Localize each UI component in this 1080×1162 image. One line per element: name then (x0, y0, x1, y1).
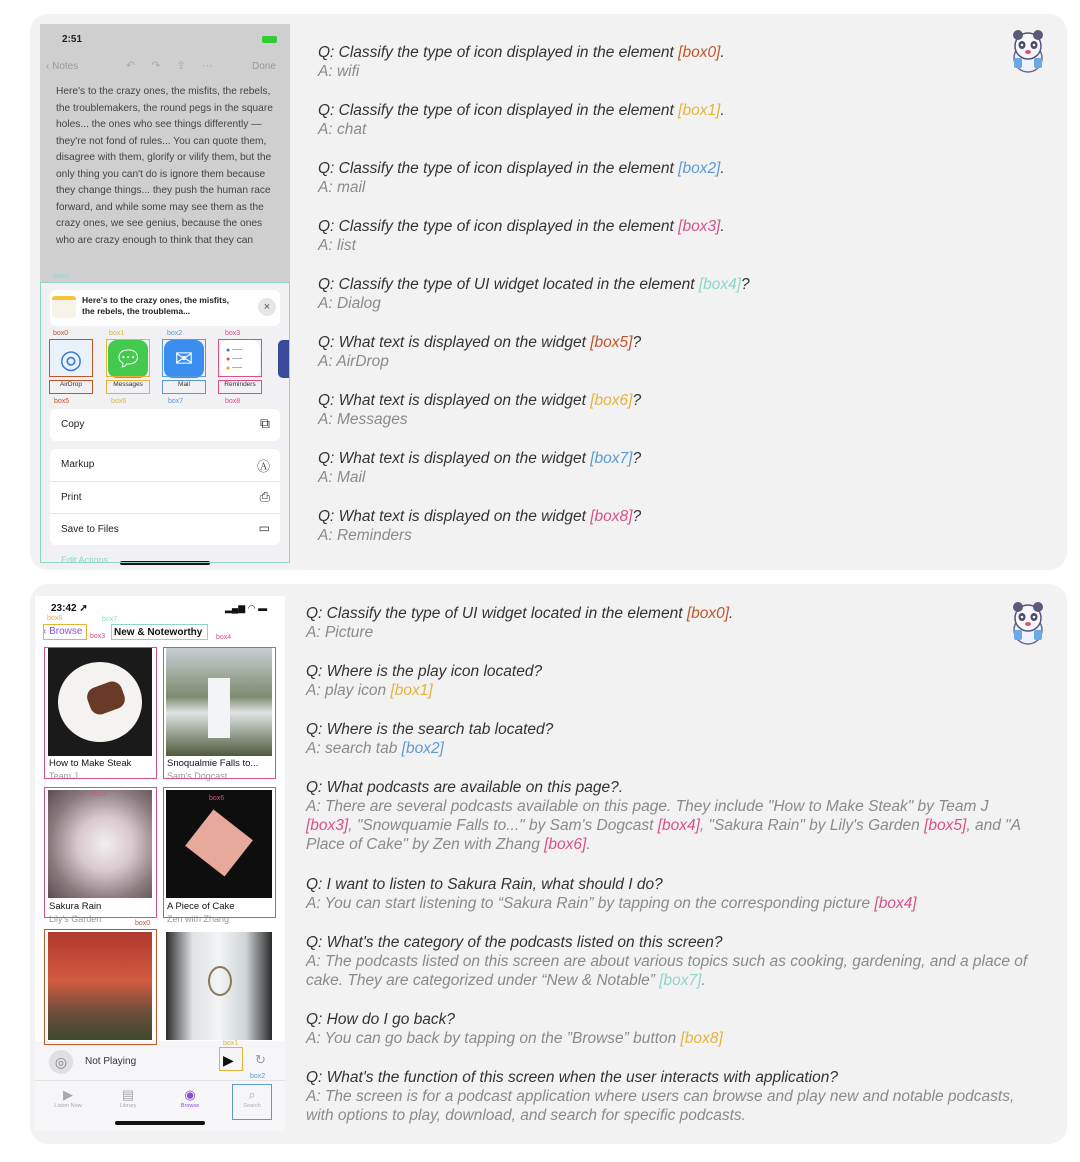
annotation-box5 (44, 787, 157, 918)
panel-notes-share (30, 14, 1067, 570)
action-save-label: Save to Files (61, 524, 119, 535)
podcast-icon: ◎ (49, 1050, 73, 1074)
question-body: Q: I want to listen to Sakura Rain, what should I do? (306, 876, 663, 893)
skip-icon[interactable]: ↻ (255, 1052, 266, 1067)
tab-browse[interactable] (170, 1087, 210, 1109)
answer-text (306, 681, 1036, 700)
qa-item (318, 275, 998, 313)
qa-item (318, 333, 998, 371)
answer-text: A: Dialog (318, 295, 381, 312)
search-icon: ⌕ (248, 1087, 256, 1102)
note-body-text: Here's to the crazy ones, the misfits, the rebels, the troublemakers, the round pegs in the square holes... the ones who see things differently — they're not fond of rules... You can quote them, disagree with them, glorify or vilify them, but the only thing you can't do is ignore them because they change things... they push the human race forward, and while some may see them as the crazy ones, we see genius, because the ones who are crazy enough to think that they can (56, 86, 273, 246)
answer-text: A: Messages (318, 411, 408, 428)
notes-back-label: Notes (52, 61, 79, 72)
play-icon[interactable]: ▶ (223, 1052, 234, 1068)
answer-box-tag: [box7] (659, 972, 702, 989)
label-box1: box1 (223, 1040, 239, 1047)
label-box1: box1 (109, 330, 125, 337)
podcast-author-0: Team J (49, 771, 79, 781)
app-label-messages: Messages (113, 381, 143, 388)
podcast-title-1: Snoqualmie Falls to... (167, 758, 259, 769)
annotation-box0 (44, 929, 157, 1045)
ring-light-shape (208, 966, 232, 996)
qa-item (318, 43, 998, 81)
answer-segment: A: There are several podcasts available on this page. They include "How to Make Steak" by Team J (306, 798, 989, 815)
question-box-tag: [box0] (678, 44, 721, 61)
answer-box-tag: [box2] (401, 740, 444, 757)
question-end: . (720, 160, 725, 177)
question-end: ? (632, 450, 642, 467)
qa-item (306, 1010, 1036, 1048)
annotation-box7 (111, 624, 208, 640)
answer-text: A: wifi (318, 63, 360, 80)
browse-icon: ◉ (184, 1087, 196, 1102)
tab-listen-now[interactable] (48, 1087, 88, 1109)
answer-text: A: chat (318, 121, 367, 138)
annotation-box5 (49, 380, 93, 394)
edit-actions-link[interactable]: Edit Actions... (61, 555, 116, 565)
question-body: Q: Where is the search tab located? (306, 721, 554, 738)
question-text (306, 933, 1036, 952)
answer-box-tag: [box4] (874, 895, 917, 912)
qa-item (318, 507, 998, 545)
label-box5: box5 (91, 791, 107, 798)
copy-icon: ⧉ (260, 415, 270, 431)
app-label-mail: Mail (178, 381, 190, 388)
annotation-box3 (44, 647, 157, 779)
answer-box-tag: [box8] (680, 1030, 723, 1047)
question-end: ? (741, 276, 750, 293)
mascot-logo (1005, 600, 1051, 648)
question-text (318, 159, 998, 178)
section-title: New & Noteworthy (114, 627, 203, 638)
answer-text: A: Reminders (318, 527, 412, 544)
action-copy-label: Copy (61, 419, 85, 430)
answer-box-tag: [box1] (390, 682, 433, 699)
label-box7: box7 (102, 616, 118, 623)
annotation-box1 (106, 339, 150, 377)
answer-text (306, 1087, 1036, 1125)
now-playing-label: Not Playing (85, 1056, 137, 1067)
question-text (306, 875, 1036, 894)
question-box-tag: [box8] (590, 508, 633, 525)
label-box3: box3 (225, 330, 241, 337)
podcast-art-window[interactable] (166, 932, 272, 1040)
podcast-title-2: Sakura Rain (49, 901, 102, 912)
answer-segment: A: search tab (306, 740, 402, 757)
status-icons: ▂▄▆ ◠ ▬ (225, 603, 268, 613)
qa-item (306, 1068, 1036, 1125)
answer-text (306, 623, 1036, 642)
answer-box-tag: [box5] (924, 817, 967, 834)
annotation-box8 (43, 624, 87, 640)
answer-segment: A: You can start listening to “Sakura Rain” by tapping on the corresponding picture (306, 895, 875, 912)
question-body: Q: What text is displayed on the widget (318, 392, 591, 409)
divider (35, 1080, 285, 1081)
question-box-tag: [box1] (678, 102, 721, 119)
question-body: Q: Classify the type of icon displayed in the element (318, 160, 679, 177)
answer-box-tag: [box6] (544, 836, 587, 853)
annotation-box2 (232, 1084, 272, 1120)
toolbar-icons: ↶↷⇪⋯ (126, 60, 229, 72)
annotation-box0 (49, 339, 93, 377)
answer-segment: . (701, 972, 706, 989)
question-body: Q: What's the function of this screen when the user interacts with application? (306, 1069, 838, 1086)
question-end: . (720, 102, 725, 119)
question-text (318, 275, 998, 294)
action-markup-label: Markup (61, 459, 95, 470)
home-indicator (115, 1121, 205, 1125)
question-end: ? (632, 392, 642, 409)
podcast-author-2: Lily's Garden (49, 914, 102, 924)
notes-back-button[interactable]: ‹ Notes (46, 61, 79, 72)
status-time-text: 23:42 (51, 603, 77, 614)
label-box6: box6 (209, 795, 225, 802)
question-body: Q: Classify the type of icon displayed in the element (318, 102, 679, 119)
status-time: 2:51 (62, 34, 83, 45)
tab-library[interactable] (108, 1087, 148, 1109)
answer-text: A: AirDrop (318, 353, 389, 370)
annotation-box6 (163, 787, 276, 918)
question-end: . (720, 44, 725, 61)
question-text (306, 1068, 1036, 1087)
question-text (306, 1010, 1036, 1029)
label-box4: box4 (216, 634, 232, 641)
answer-segment: A: You can go back by tapping on the ”Browse” button (306, 1030, 681, 1047)
question-body: Q: Classify the type of UI widget located in the element (318, 276, 699, 293)
question-box-tag: [box3] (678, 218, 721, 235)
question-box-tag: [box5] (590, 334, 633, 351)
question-body: Q: Classify the type of icon displayed in the element (318, 218, 679, 235)
label-box0: box0 (53, 330, 69, 337)
question-end: . (729, 605, 734, 622)
qa-item (306, 662, 1036, 700)
qa-item (306, 604, 1036, 642)
answer-text: A: Mail (318, 469, 366, 486)
done-button[interactable]: Done (252, 61, 276, 72)
answer-segment: . (586, 836, 591, 853)
question-text (318, 449, 998, 468)
messages-icon: 💬︎ (108, 340, 148, 378)
answer-segment: , and "A Place of Cake" by Zen with Zhang (306, 817, 1021, 853)
question-body: Q: Where is the play icon located? (306, 663, 543, 680)
label-box8: box8 (47, 615, 63, 622)
question-box-tag: [box7] (590, 450, 633, 467)
qa-item (318, 449, 998, 487)
label-box5: box5 (54, 398, 70, 405)
panel-podcasts (30, 584, 1067, 1144)
annotation-box4 (40, 282, 290, 563)
question-text (306, 604, 1036, 623)
annotation-box3 (218, 339, 262, 377)
label-box8: box8 (225, 398, 241, 405)
reminders-icon: ● ── ● ── ● ── (220, 340, 260, 378)
annotation-box2 (162, 339, 206, 377)
question-body: Q: What text is displayed on the widget (318, 450, 591, 467)
podcast-author-1: Sam's Dogcast (167, 771, 228, 781)
podcasts-phone-screenshot (35, 596, 285, 1131)
app-label-reminders: Reminders (224, 381, 256, 388)
question-box-tag: [box4] (698, 276, 742, 293)
question-body: Q: Classify the type of UI widget located in the element (306, 605, 687, 622)
answer-text: A: list (318, 237, 356, 254)
question-text (306, 662, 1036, 681)
print-icon: ⎙ (259, 489, 270, 504)
qa-item (306, 720, 1036, 758)
question-text (318, 101, 998, 120)
question-body: Q: What's the category of the podcasts listed on this screen? (306, 934, 723, 951)
qa-item (318, 101, 998, 139)
question-end: ? (632, 334, 642, 351)
answer-text (306, 952, 1036, 990)
question-end: . (720, 218, 725, 235)
label-box2: box2 (250, 1073, 266, 1080)
question-body: Q: What text is displayed on the widget (318, 334, 591, 351)
annotation-box4 (163, 647, 276, 779)
podcast-title-3: A Piece of Cake (167, 901, 235, 912)
annotation-box8 (218, 380, 262, 394)
label-box2: box2 (167, 330, 183, 337)
mascot-logo (1005, 28, 1051, 76)
tab-label-library: Library (119, 1103, 137, 1109)
label-box7: box7 (168, 398, 184, 405)
answer-text (306, 894, 1036, 913)
tab-label-search: Search (243, 1103, 261, 1109)
answer-text: A: mail (318, 179, 366, 196)
question-body: Q: Classify the type of icon displayed in the element (318, 44, 679, 61)
answer-segment: , "Snowquamie Falls to..." by Sam's Dogcast (348, 817, 658, 834)
action-print-label: Print (61, 492, 82, 503)
question-text (318, 333, 998, 352)
listen-now-icon: ▶ (63, 1087, 73, 1102)
question-text (306, 778, 1036, 797)
label-box6: box6 (111, 398, 127, 405)
question-end: ? (632, 508, 642, 525)
question-box-tag: [box2] (678, 160, 721, 177)
answer-segment: A: The screen is for a podcast application where users can browse and play new and notable podcasts, with options to play, download, and search for specific podcasts. (306, 1088, 1015, 1124)
answer-text (306, 1029, 1036, 1048)
question-text (318, 217, 998, 236)
answer-box-tag: [box3] (306, 817, 349, 834)
airdrop-icon: ◎ (51, 340, 91, 378)
answer-segment: A: Picture (306, 624, 374, 641)
annotation-box6 (106, 380, 150, 394)
browse-back-label: Browse (49, 626, 83, 637)
library-icon: ▤ (121, 1087, 135, 1102)
browse-back-button[interactable]: ‹ Browse (43, 626, 83, 637)
qa-item (306, 875, 1036, 913)
notes-phone-screenshot (40, 24, 290, 569)
answer-segment: A: play icon (306, 682, 391, 699)
question-box-tag: [box0] (686, 605, 730, 622)
question-body: Q: How do I go back? (306, 1011, 456, 1028)
question-text (318, 391, 998, 410)
podcast-title-0: How to Make Steak (49, 758, 132, 769)
markup-icon: Ⓐ (256, 459, 270, 474)
question-text (318, 43, 998, 62)
share-title: Here's to the crazy ones, the misfits, the rebels, the troublema... (82, 295, 230, 316)
close-icon[interactable]: × (258, 298, 276, 316)
label-box4: box4 (54, 273, 70, 280)
question-body: Q: What text is displayed on the widget (318, 508, 591, 525)
battery-icon (262, 36, 277, 43)
answer-text (306, 797, 1036, 854)
annotation-box1 (219, 1047, 243, 1071)
label-box3: box3 (90, 633, 106, 640)
qa-item (318, 159, 998, 197)
question-body: Q: What podcasts are available on this page?. (306, 779, 624, 796)
qa-item (306, 778, 1036, 854)
answer-box-tag: [box4] (657, 817, 700, 834)
tab-label-browse: Browse (180, 1103, 200, 1109)
question-box-tag: [box6] (590, 392, 633, 409)
folder-icon: ▭ (258, 521, 270, 535)
question-text (318, 507, 998, 526)
app-label-airdrop: AirDrop (59, 381, 83, 388)
tab-label-listen-now: Listen Now (54, 1103, 82, 1109)
podcast-author-3: Zen with Zhang (167, 914, 230, 924)
answer-text (306, 739, 1036, 758)
qa-item (318, 391, 998, 429)
annotation-box7 (162, 380, 206, 394)
label-box0: box0 (135, 920, 151, 927)
mail-icon: ✉ (164, 340, 204, 378)
answer-segment: , "Sakura Rain" by Lily's Garden (699, 817, 925, 834)
question-text (306, 720, 1036, 739)
status-time: 23:42 ➚ (51, 603, 88, 614)
qa-item (306, 933, 1036, 990)
answer-segment: A: The podcasts listed on this screen are about various topics such as cooking, gardening, and a place of cake. They are categorized under “New & Notable” (306, 953, 1028, 989)
qa-item (318, 217, 998, 255)
